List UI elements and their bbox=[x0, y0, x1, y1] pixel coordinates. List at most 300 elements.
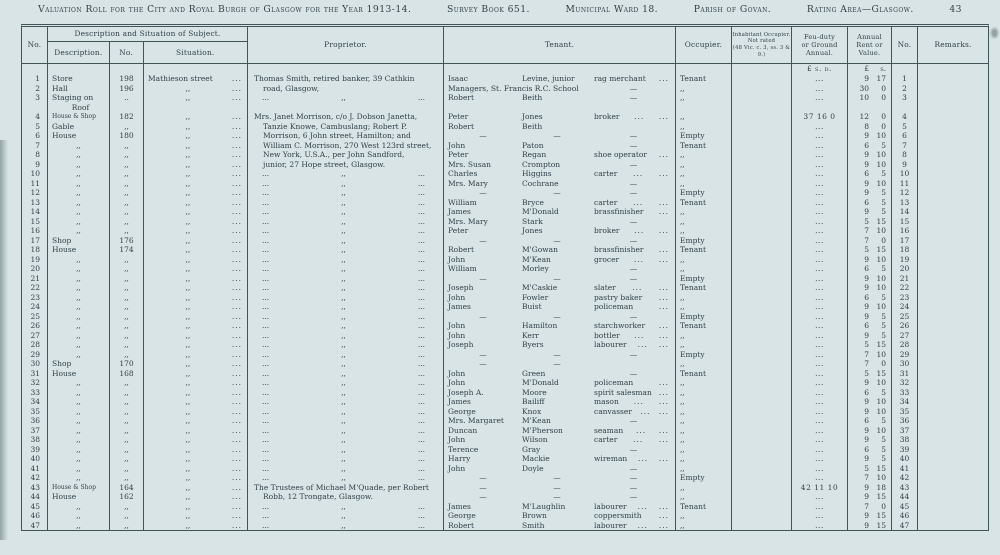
table-row bbox=[22, 160, 988, 170]
cell-roll-no: 26 bbox=[22, 321, 48, 331]
cell-feu-duty: ... bbox=[792, 207, 848, 217]
cell-proprietor: Tanzie Knowe, Cambuslang; Robert P. bbox=[248, 122, 444, 132]
header-roll-no: No. bbox=[22, 27, 48, 63]
cell-annual-rent: 7 0 bbox=[848, 236, 892, 246]
cell-tenant-first-name: — bbox=[479, 482, 487, 492]
cell-occupier: ,, bbox=[676, 84, 732, 94]
header-situation: Situation. bbox=[176, 47, 215, 57]
cell-occupier: Empty bbox=[676, 188, 732, 198]
cell-situation: ,, ... bbox=[144, 141, 248, 151]
cell-tenant-occupation: — bbox=[592, 179, 676, 189]
cell-proprietor: ... ,, ... bbox=[248, 435, 444, 445]
cell-situation: ,, ... bbox=[144, 521, 248, 531]
cell-no2: 19 bbox=[892, 255, 918, 265]
cell-roll-no: 47 bbox=[22, 521, 48, 531]
cell-situation: ,, ... bbox=[144, 331, 248, 341]
cell-tenant-occupation: — bbox=[592, 312, 676, 322]
cell-no2: 6 bbox=[892, 131, 918, 141]
cell-remarks bbox=[918, 226, 988, 236]
cell-occupier: ,, bbox=[676, 112, 732, 122]
cell-annual-rent: 9 10 bbox=[848, 179, 892, 189]
cell-situation: Mathieson street ... bbox=[144, 74, 248, 84]
cell-tenant-surname: Bailiff bbox=[522, 397, 545, 406]
cell-tenant-first-name: Peter bbox=[448, 112, 469, 121]
cell-occupier: ,, bbox=[676, 445, 732, 455]
cell-annual-rent: 6 5 bbox=[848, 388, 892, 398]
cell-no2: 41 bbox=[892, 464, 918, 474]
cell-feu-duty: ... bbox=[792, 340, 848, 350]
cell-proprietor: Thomas Smith, retired banker, 39 Cathkin bbox=[248, 74, 444, 84]
cell-annual-rent: 6 5 bbox=[848, 141, 892, 151]
cell-remarks bbox=[918, 150, 988, 160]
table-row bbox=[22, 217, 988, 227]
cell-situation: ,, ... bbox=[144, 445, 248, 455]
cell-feu-duty: ... bbox=[792, 255, 848, 265]
cell-feu-duty: ... bbox=[792, 236, 848, 246]
cell-tenant-occupation bbox=[592, 359, 676, 369]
cell-proprietor: ... ,, ... bbox=[248, 217, 444, 227]
cell-description: ,, bbox=[48, 350, 110, 360]
cell-proprietor: Morrison, 6 John street, Hamilton; and bbox=[248, 131, 444, 141]
cell-tenant-occupation: labourer ... ... bbox=[592, 521, 676, 531]
cell-annual-rent: 9 15 bbox=[848, 521, 892, 531]
table-row bbox=[22, 435, 988, 445]
cell-no2: 21 bbox=[892, 274, 918, 284]
cell-feu-duty: ... bbox=[792, 169, 848, 179]
cell-street-no: ,, bbox=[110, 122, 144, 132]
cell-proprietor: ... ,, ... bbox=[248, 207, 444, 217]
table-row bbox=[22, 464, 988, 474]
cell-tenant-surname: Buist bbox=[522, 302, 542, 311]
cell-annual-rent: 5 15 bbox=[848, 464, 892, 474]
cell-roll-no: 25 bbox=[22, 312, 48, 322]
cell-feu-duty: ... bbox=[792, 84, 848, 94]
cell-occupier: Tenant bbox=[676, 369, 732, 379]
table-row bbox=[22, 264, 988, 274]
cell-tenant-occupation: carter ... ... bbox=[592, 198, 676, 208]
cell-occupier: Empty bbox=[676, 236, 732, 246]
cell-description: Staging on bbox=[48, 93, 110, 103]
cell-remarks bbox=[918, 312, 988, 322]
cell-remarks bbox=[918, 255, 988, 265]
cell-tenant-first-name: — bbox=[479, 131, 487, 140]
cell-feu-duty: ... bbox=[792, 473, 848, 483]
cell-proprietor: ... ,, ... bbox=[248, 426, 444, 436]
cell-feu-duty: ... bbox=[792, 331, 848, 341]
cell-occupier: Empty bbox=[676, 312, 732, 322]
cell-tenant-first-name: James bbox=[448, 501, 471, 511]
cell-no2: 22 bbox=[892, 283, 918, 293]
cell-tenant-first-name: Mrs. Mary bbox=[448, 178, 488, 188]
cell-situation: ,, ... bbox=[144, 454, 248, 464]
cell-situation: ,, ... bbox=[144, 160, 248, 170]
cell-description: ,, bbox=[48, 445, 110, 455]
cell-remarks bbox=[918, 141, 988, 151]
cell-inhabitant-occupier bbox=[732, 103, 792, 113]
cell-street-no: 198 bbox=[110, 74, 144, 84]
cell-tenant-occupation: wireman ... ... bbox=[592, 454, 676, 464]
cell-roll-no: 5 bbox=[22, 122, 48, 132]
cell-proprietor: ... ,, ... bbox=[248, 464, 444, 474]
cell-proprietor: junior, 27 Hope street, Glasgow. bbox=[248, 160, 444, 170]
cell-street-no: ,, bbox=[110, 169, 144, 179]
cell-proprietor: Robb, 12 Trongate, Glasgow. bbox=[248, 492, 444, 502]
cell-tenant-first-name: William bbox=[448, 197, 477, 207]
cell-annual-rent: 5 15 bbox=[848, 245, 892, 255]
cell-tenant-occupation: mason ... ... bbox=[592, 397, 676, 407]
cell-inhabitant-occupier bbox=[732, 369, 792, 379]
cell-feu-duty: ... bbox=[792, 464, 848, 474]
cell-proprietor: ... ,, ... bbox=[248, 340, 444, 350]
cell-no2: 8 bbox=[892, 150, 918, 160]
cell-tenant-first-name: John bbox=[448, 368, 466, 378]
cell-inhabitant-occupier bbox=[732, 255, 792, 265]
cell-tenant-first-name: John bbox=[448, 254, 466, 264]
cell-tenant-first-name: John bbox=[448, 292, 466, 302]
cell-proprietor: ... ,, ... bbox=[248, 321, 444, 331]
cell-occupier: Tenant bbox=[676, 141, 732, 151]
cell-annual-rent: 9 10 bbox=[848, 160, 892, 170]
cell-no2: 23 bbox=[892, 293, 918, 303]
cell-feu-duty: ... bbox=[792, 521, 848, 531]
cell-tenant-surname: Hamilton bbox=[522, 321, 558, 330]
cell-annual-rent: 12 0 bbox=[848, 112, 892, 122]
cell-roll-no: 2 bbox=[22, 84, 48, 94]
cell-tenant-surname: Stark bbox=[522, 216, 543, 226]
cell-street-no bbox=[110, 103, 144, 113]
cell-remarks bbox=[918, 454, 988, 464]
cell-remarks bbox=[918, 122, 988, 132]
cell-feu-duty: ... bbox=[792, 179, 848, 189]
cell-proprietor: ... ,, ... bbox=[248, 416, 444, 426]
cell-description: Shop bbox=[48, 236, 110, 246]
cell-remarks bbox=[918, 169, 988, 179]
cell-tenant-surname: Beith bbox=[522, 93, 543, 102]
cell-description: ,, bbox=[48, 169, 110, 179]
cell-roll-no: 36 bbox=[22, 416, 48, 426]
cell-street-no: 196 bbox=[110, 84, 144, 94]
cell-proprietor: ... ,, ... bbox=[248, 302, 444, 312]
cell-street-no: ,, bbox=[110, 464, 144, 474]
cell-proprietor: ... ,, ... bbox=[248, 473, 444, 483]
cell-feu-duty: ... bbox=[792, 369, 848, 379]
cell-situation: ,, ... bbox=[144, 274, 248, 284]
cell-situation: ,, ... bbox=[144, 245, 248, 255]
cell-tenant-surname: — bbox=[553, 492, 561, 501]
cell-tenant-occupation: slater ... ... bbox=[592, 283, 676, 293]
cell-no2: 43 bbox=[892, 483, 918, 493]
cell-roll-no: 4 bbox=[22, 112, 48, 122]
cell-tenant-occupation: — bbox=[592, 416, 676, 426]
table-row bbox=[22, 378, 988, 388]
cell-annual-rent: 9 10 bbox=[848, 426, 892, 436]
cell-tenant-first-name: John bbox=[448, 330, 466, 340]
cell-annual-rent: 8 0 bbox=[848, 122, 892, 132]
cell-description: ,, bbox=[48, 302, 110, 312]
header-street-no: No. bbox=[110, 42, 144, 63]
cell-roll-no: 23 bbox=[22, 293, 48, 303]
cell-situation: ,, ... bbox=[144, 378, 248, 388]
table-row bbox=[22, 502, 988, 512]
cell-tenant-surname: M'Kean bbox=[522, 254, 551, 264]
cell-description: ,, bbox=[48, 150, 110, 160]
cell-no2: 5 bbox=[892, 122, 918, 132]
cell-tenant-first-name: — bbox=[479, 349, 487, 359]
cell-situation: ,, ... bbox=[144, 84, 248, 94]
cell-situation: ,, ... bbox=[144, 502, 248, 512]
cell-no2: 4 bbox=[892, 112, 918, 122]
cell-tenant-occupation bbox=[592, 122, 676, 132]
table-row bbox=[22, 445, 988, 455]
table-row bbox=[22, 103, 988, 113]
cell-no2: 47 bbox=[892, 521, 918, 531]
cell-occupier: ,, bbox=[676, 122, 732, 132]
page-number: 43 bbox=[949, 4, 962, 15]
cell-tenant-surname: M'Laughlin bbox=[522, 501, 566, 511]
cell-occupier: ,, bbox=[676, 93, 732, 103]
table-row bbox=[22, 473, 988, 483]
cell-street-no: 168 bbox=[110, 369, 144, 379]
cell-proprietor: ... ,, ... bbox=[248, 359, 444, 369]
cell-feu-duty: ... bbox=[792, 511, 848, 521]
cell-proprietor: ... ,, ... bbox=[248, 407, 444, 417]
cell-feu-duty: ... bbox=[792, 302, 848, 312]
cell-description: ,, bbox=[48, 502, 110, 512]
cell-inhabitant-occupier bbox=[732, 245, 792, 255]
cell-tenant-surname: Wilson bbox=[522, 435, 548, 444]
cell-tenant-occupation: — bbox=[592, 464, 676, 474]
cell-street-no: ,, bbox=[110, 188, 144, 198]
cell-proprietor: ... ,, ... bbox=[248, 188, 444, 198]
table-row bbox=[22, 483, 988, 493]
cell-feu-duty: ... bbox=[792, 502, 848, 512]
cell-remarks bbox=[918, 74, 988, 84]
cell-tenant-occupation: — bbox=[592, 483, 676, 493]
cell-situation: ,, ... bbox=[144, 407, 248, 417]
cell-inhabitant-occupier bbox=[732, 454, 792, 464]
cell-feu-duty: ... bbox=[792, 245, 848, 255]
cell-annual-rent: 9 10 bbox=[848, 131, 892, 141]
cell-description: ,, bbox=[48, 141, 110, 151]
header-remarks: Remarks. bbox=[934, 40, 972, 50]
title-municipal-ward: Municipal Ward 18. bbox=[565, 4, 659, 15]
cell-tenant-surname: Cochrane bbox=[522, 178, 559, 188]
cell-roll-no: 32 bbox=[22, 378, 48, 388]
cell-street-no: 162 bbox=[110, 492, 144, 502]
cell-description: ,, bbox=[48, 464, 110, 474]
cell-proprietor: ... ,, ... bbox=[248, 274, 444, 284]
cell-occupier: Tenant bbox=[676, 74, 732, 84]
cell-proprietor: ... ,, ... bbox=[248, 521, 444, 531]
cell-occupier: ,, bbox=[676, 435, 732, 445]
cell-occupier: ,, bbox=[676, 359, 732, 369]
cell-situation: ,, ... bbox=[144, 226, 248, 236]
table-row bbox=[22, 321, 988, 331]
cell-situation: ,, ... bbox=[144, 483, 248, 493]
cell-occupier: ,, bbox=[676, 207, 732, 217]
cell-description: ,, bbox=[48, 188, 110, 198]
cell-annual-rent: 9 10 bbox=[848, 150, 892, 160]
cell-no2: 35 bbox=[892, 407, 918, 417]
cell-inhabitant-occupier bbox=[732, 93, 792, 103]
cell-occupier: Empty bbox=[676, 274, 732, 284]
cell-annual-rent: 7 10 bbox=[848, 350, 892, 360]
cell-annual-rent: 9 5 bbox=[848, 331, 892, 341]
cell-occupier: ,, bbox=[676, 302, 732, 312]
feu-units-label: £ s. d. bbox=[792, 64, 848, 74]
cell-tenant-occupation: policeman ... bbox=[592, 302, 676, 312]
cell-roll-no: 42 bbox=[22, 473, 48, 483]
cell-remarks bbox=[918, 359, 988, 369]
cell-remarks bbox=[918, 236, 988, 246]
cell-street-no: 174 bbox=[110, 245, 144, 255]
cell-feu-duty: ... bbox=[792, 359, 848, 369]
table-row bbox=[22, 511, 988, 521]
cell-tenant-occupation: starchworker ... bbox=[592, 321, 676, 331]
cell-situation: ,, ... bbox=[144, 217, 248, 227]
cell-tenant-occupation: — bbox=[592, 264, 676, 274]
cell-occupier: ,, bbox=[676, 464, 732, 474]
cell-inhabitant-occupier bbox=[732, 312, 792, 322]
cell-feu-duty: ... bbox=[792, 74, 848, 84]
table-row bbox=[22, 131, 988, 141]
table-row bbox=[22, 84, 988, 94]
cell-annual-rent: 9 5 bbox=[848, 454, 892, 464]
cell-roll-no: 35 bbox=[22, 407, 48, 417]
cell-remarks bbox=[918, 416, 988, 426]
cell-tenant-first-name: George bbox=[448, 406, 476, 416]
cell-feu-duty: ... bbox=[792, 217, 848, 227]
cell-description: ,, bbox=[48, 416, 110, 426]
cell-tenant-first-name: Duncan bbox=[448, 425, 478, 435]
cell-no2: 18 bbox=[892, 245, 918, 255]
cell-remarks bbox=[918, 103, 988, 113]
cell-roll-no: 34 bbox=[22, 397, 48, 407]
cell-inhabitant-occupier bbox=[732, 84, 792, 94]
cell-situation: ,, ... bbox=[144, 169, 248, 179]
cell-street-no: 170 bbox=[110, 359, 144, 369]
cell-description: ,, bbox=[48, 179, 110, 189]
cell-proprietor: ... ,, ... bbox=[248, 264, 444, 274]
cell-tenant-surname: Morley bbox=[522, 264, 549, 273]
cell-tenant-surname: — bbox=[553, 473, 561, 482]
cell-tenant-first-name: — bbox=[479, 188, 487, 197]
cell-occupier: ,, bbox=[676, 483, 732, 493]
cell-feu-duty: ... bbox=[792, 416, 848, 426]
cell-remarks bbox=[918, 502, 988, 512]
cell-tenant-first-name: Peter bbox=[448, 150, 469, 159]
cell-inhabitant-occupier bbox=[732, 274, 792, 284]
cell-situation: ,, ... bbox=[144, 93, 248, 103]
cell-no2: 31 bbox=[892, 369, 918, 379]
cell-occupier: ,, bbox=[676, 331, 732, 341]
table-row bbox=[22, 331, 988, 341]
cell-feu-duty: ... bbox=[792, 274, 848, 284]
cell-tenant-occupation: — bbox=[592, 141, 676, 151]
cell-description: ,, bbox=[48, 226, 110, 236]
cell-proprietor: ... ,, ... bbox=[248, 93, 444, 103]
cell-occupier: ,, bbox=[676, 340, 732, 350]
table-row bbox=[22, 112, 988, 122]
cell-no2: 29 bbox=[892, 350, 918, 360]
header-feu-duty: Feu-duty or Ground Annual. bbox=[792, 27, 848, 63]
cell-no2: 20 bbox=[892, 264, 918, 274]
cell-occupier bbox=[676, 103, 732, 113]
cell-tenant-occupation: — bbox=[592, 93, 676, 103]
cell-remarks bbox=[918, 331, 988, 341]
cell-street-no: ,, bbox=[110, 378, 144, 388]
title-rating-area: Rating Area—Glasgow. bbox=[806, 4, 914, 15]
table-row bbox=[22, 388, 988, 398]
cell-no2: 7 bbox=[892, 141, 918, 151]
cell-description: ,, bbox=[48, 207, 110, 217]
cell-tenant-first-name: Joseph bbox=[448, 340, 474, 349]
cell-roll-no: 28 bbox=[22, 340, 48, 350]
cell-inhabitant-occupier bbox=[732, 435, 792, 445]
cell-tenant-occupation: coppersmith ... bbox=[592, 511, 676, 521]
cell-street-no: 176 bbox=[110, 236, 144, 246]
cell-annual-rent: 30 0 bbox=[848, 84, 892, 94]
cell-description: House bbox=[48, 492, 110, 502]
cell-tenant-occupation: canvasser ... ... bbox=[592, 407, 676, 417]
cell-description: ,, bbox=[48, 511, 110, 521]
table-row bbox=[22, 302, 988, 312]
cell-tenant-occupation: — bbox=[592, 274, 676, 284]
cell-situation: ,, ... bbox=[144, 179, 248, 189]
cell-inhabitant-occupier bbox=[732, 236, 792, 246]
cell-no2: 10 bbox=[892, 169, 918, 179]
cell-tenant-surname: Mackie bbox=[522, 454, 550, 463]
cell-tenant-first-name: — bbox=[479, 359, 487, 368]
table-row bbox=[22, 293, 988, 303]
cell-occupier: Empty bbox=[676, 350, 732, 360]
cell-situation: ,, ... bbox=[144, 312, 248, 322]
cell-inhabitant-occupier bbox=[732, 407, 792, 417]
cell-tenant-surname: Moore bbox=[522, 387, 547, 397]
cell-inhabitant-occupier bbox=[732, 141, 792, 151]
cell-no2: 36 bbox=[892, 416, 918, 426]
cell-inhabitant-occupier bbox=[732, 416, 792, 426]
cell-annual-rent: 9 17 bbox=[848, 74, 892, 84]
cell-tenant-name: Managers, St. Francis R.C. School bbox=[448, 83, 579, 93]
cell-roll-no: 8 bbox=[22, 150, 48, 160]
cell-tenant-first-name: John bbox=[448, 321, 466, 330]
cell-tenant-first-name: — bbox=[479, 273, 487, 283]
cell-tenant-occupation: — bbox=[592, 445, 676, 455]
cell-inhabitant-occupier bbox=[732, 426, 792, 436]
table-row bbox=[22, 340, 988, 350]
cell-tenant-first-name: Robert bbox=[448, 121, 475, 131]
cell-no2: 46 bbox=[892, 511, 918, 521]
cell-tenant-first-name: Peter bbox=[448, 226, 469, 235]
cell-tenant-surname: Bryce bbox=[522, 197, 544, 207]
cell-annual-rent: 5 15 bbox=[848, 340, 892, 350]
cell-proprietor: ... ,, ... bbox=[248, 397, 444, 407]
cell-street-no: ,, bbox=[110, 207, 144, 217]
cell-tenant-occupation bbox=[592, 103, 676, 113]
cell-street-no: ,, bbox=[110, 416, 144, 426]
cell-street-no: ,, bbox=[110, 255, 144, 265]
table-row bbox=[22, 207, 988, 217]
cell-remarks bbox=[918, 264, 988, 274]
cell-remarks bbox=[918, 445, 988, 455]
cell-occupier: ,, bbox=[676, 511, 732, 521]
cell-tenant-occupation: carter ... ... bbox=[592, 169, 676, 179]
cell-annual-rent: 9 10 bbox=[848, 274, 892, 284]
cell-tenant-first-name: — bbox=[479, 235, 487, 245]
cell-proprietor: ... ,, ... bbox=[248, 255, 444, 265]
cell-street-no: ,, bbox=[110, 445, 144, 455]
